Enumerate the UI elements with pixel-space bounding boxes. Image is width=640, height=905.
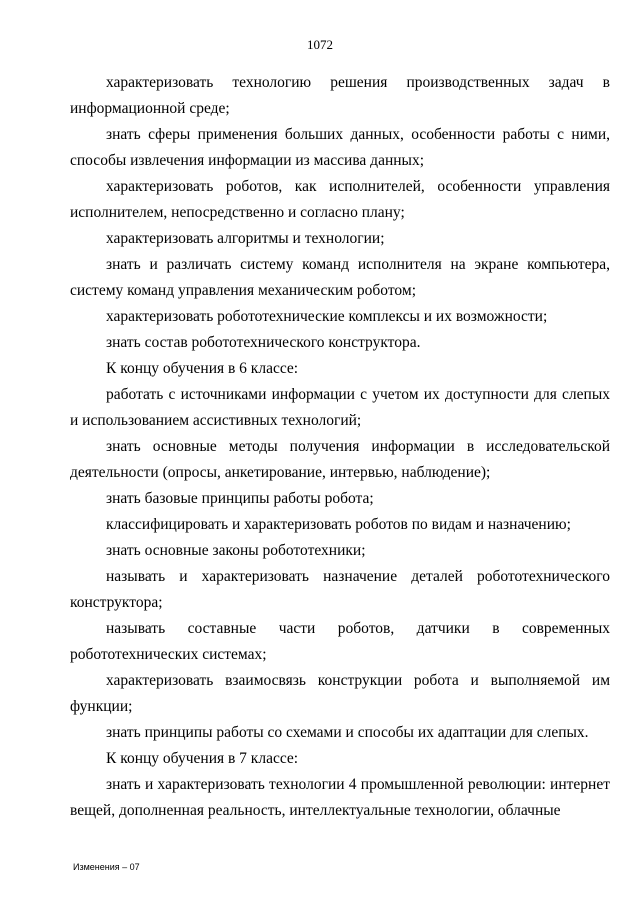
paragraph: классифицировать и характеризовать роботов по видам и назначению; — [106, 516, 571, 533]
paragraph: характеризовать технологию решения производственных задач в информационной среде; — [70, 74, 610, 117]
section-heading: К концу обучения в 6 классе: — [106, 360, 299, 377]
paragraph: знать принципы работы со схемами и способы их адаптации для слепых. — [106, 724, 589, 741]
paragraph: знать основные законы робототехники; — [106, 542, 366, 559]
paragraph: работать с источниками информации с учетом их доступности для слепых и использованием ассистивных технологий; — [70, 386, 610, 429]
paragraph: называть и характеризовать назначение деталей робототехнического конструктора; — [70, 568, 610, 611]
footer-revision-note: Изменения – 07 — [73, 862, 140, 872]
paragraph: знать состав робототехнического конструктора. — [106, 334, 421, 351]
paragraph: характеризовать взаимосвязь конструкции робота и выполняемой им функции; — [70, 672, 610, 715]
paragraph: характеризовать робототехнические комплексы и их возможности; — [106, 308, 548, 325]
body-text — [70, 70, 610, 824]
paragraph: знать основные методы получения информации в исследовательской деятельности (опросы, анкетирование, интервью, наблюдение); — [70, 438, 610, 481]
paragraph: знать и различать систему команд исполнителя на экране компьютера, систему команд управления механическим роботом; — [70, 256, 610, 299]
paragraph: называть составные части роботов, датчики в современных робототехнических системах; — [70, 620, 610, 663]
paragraph: знать сферы применения больших данных, особенности работы с ними, способы извлечения информации из массива данных; — [70, 126, 610, 169]
paragraph: знать базовые принципы работы робота; — [106, 490, 374, 507]
section-heading: К концу обучения в 7 классе: — [106, 750, 299, 767]
paragraph: характеризовать алгоритмы и технологии; — [106, 230, 385, 247]
paragraph: знать и характеризовать технологии 4 промышленной революции: интернет вещей, дополненная реальность, интеллектуальные технологии, облачные — [70, 776, 610, 819]
page-number: 1072 — [307, 37, 333, 52]
paragraph: характеризовать роботов, как исполнителей, особенности управления исполнителем, непосредственно и согласно плану; — [70, 178, 610, 221]
